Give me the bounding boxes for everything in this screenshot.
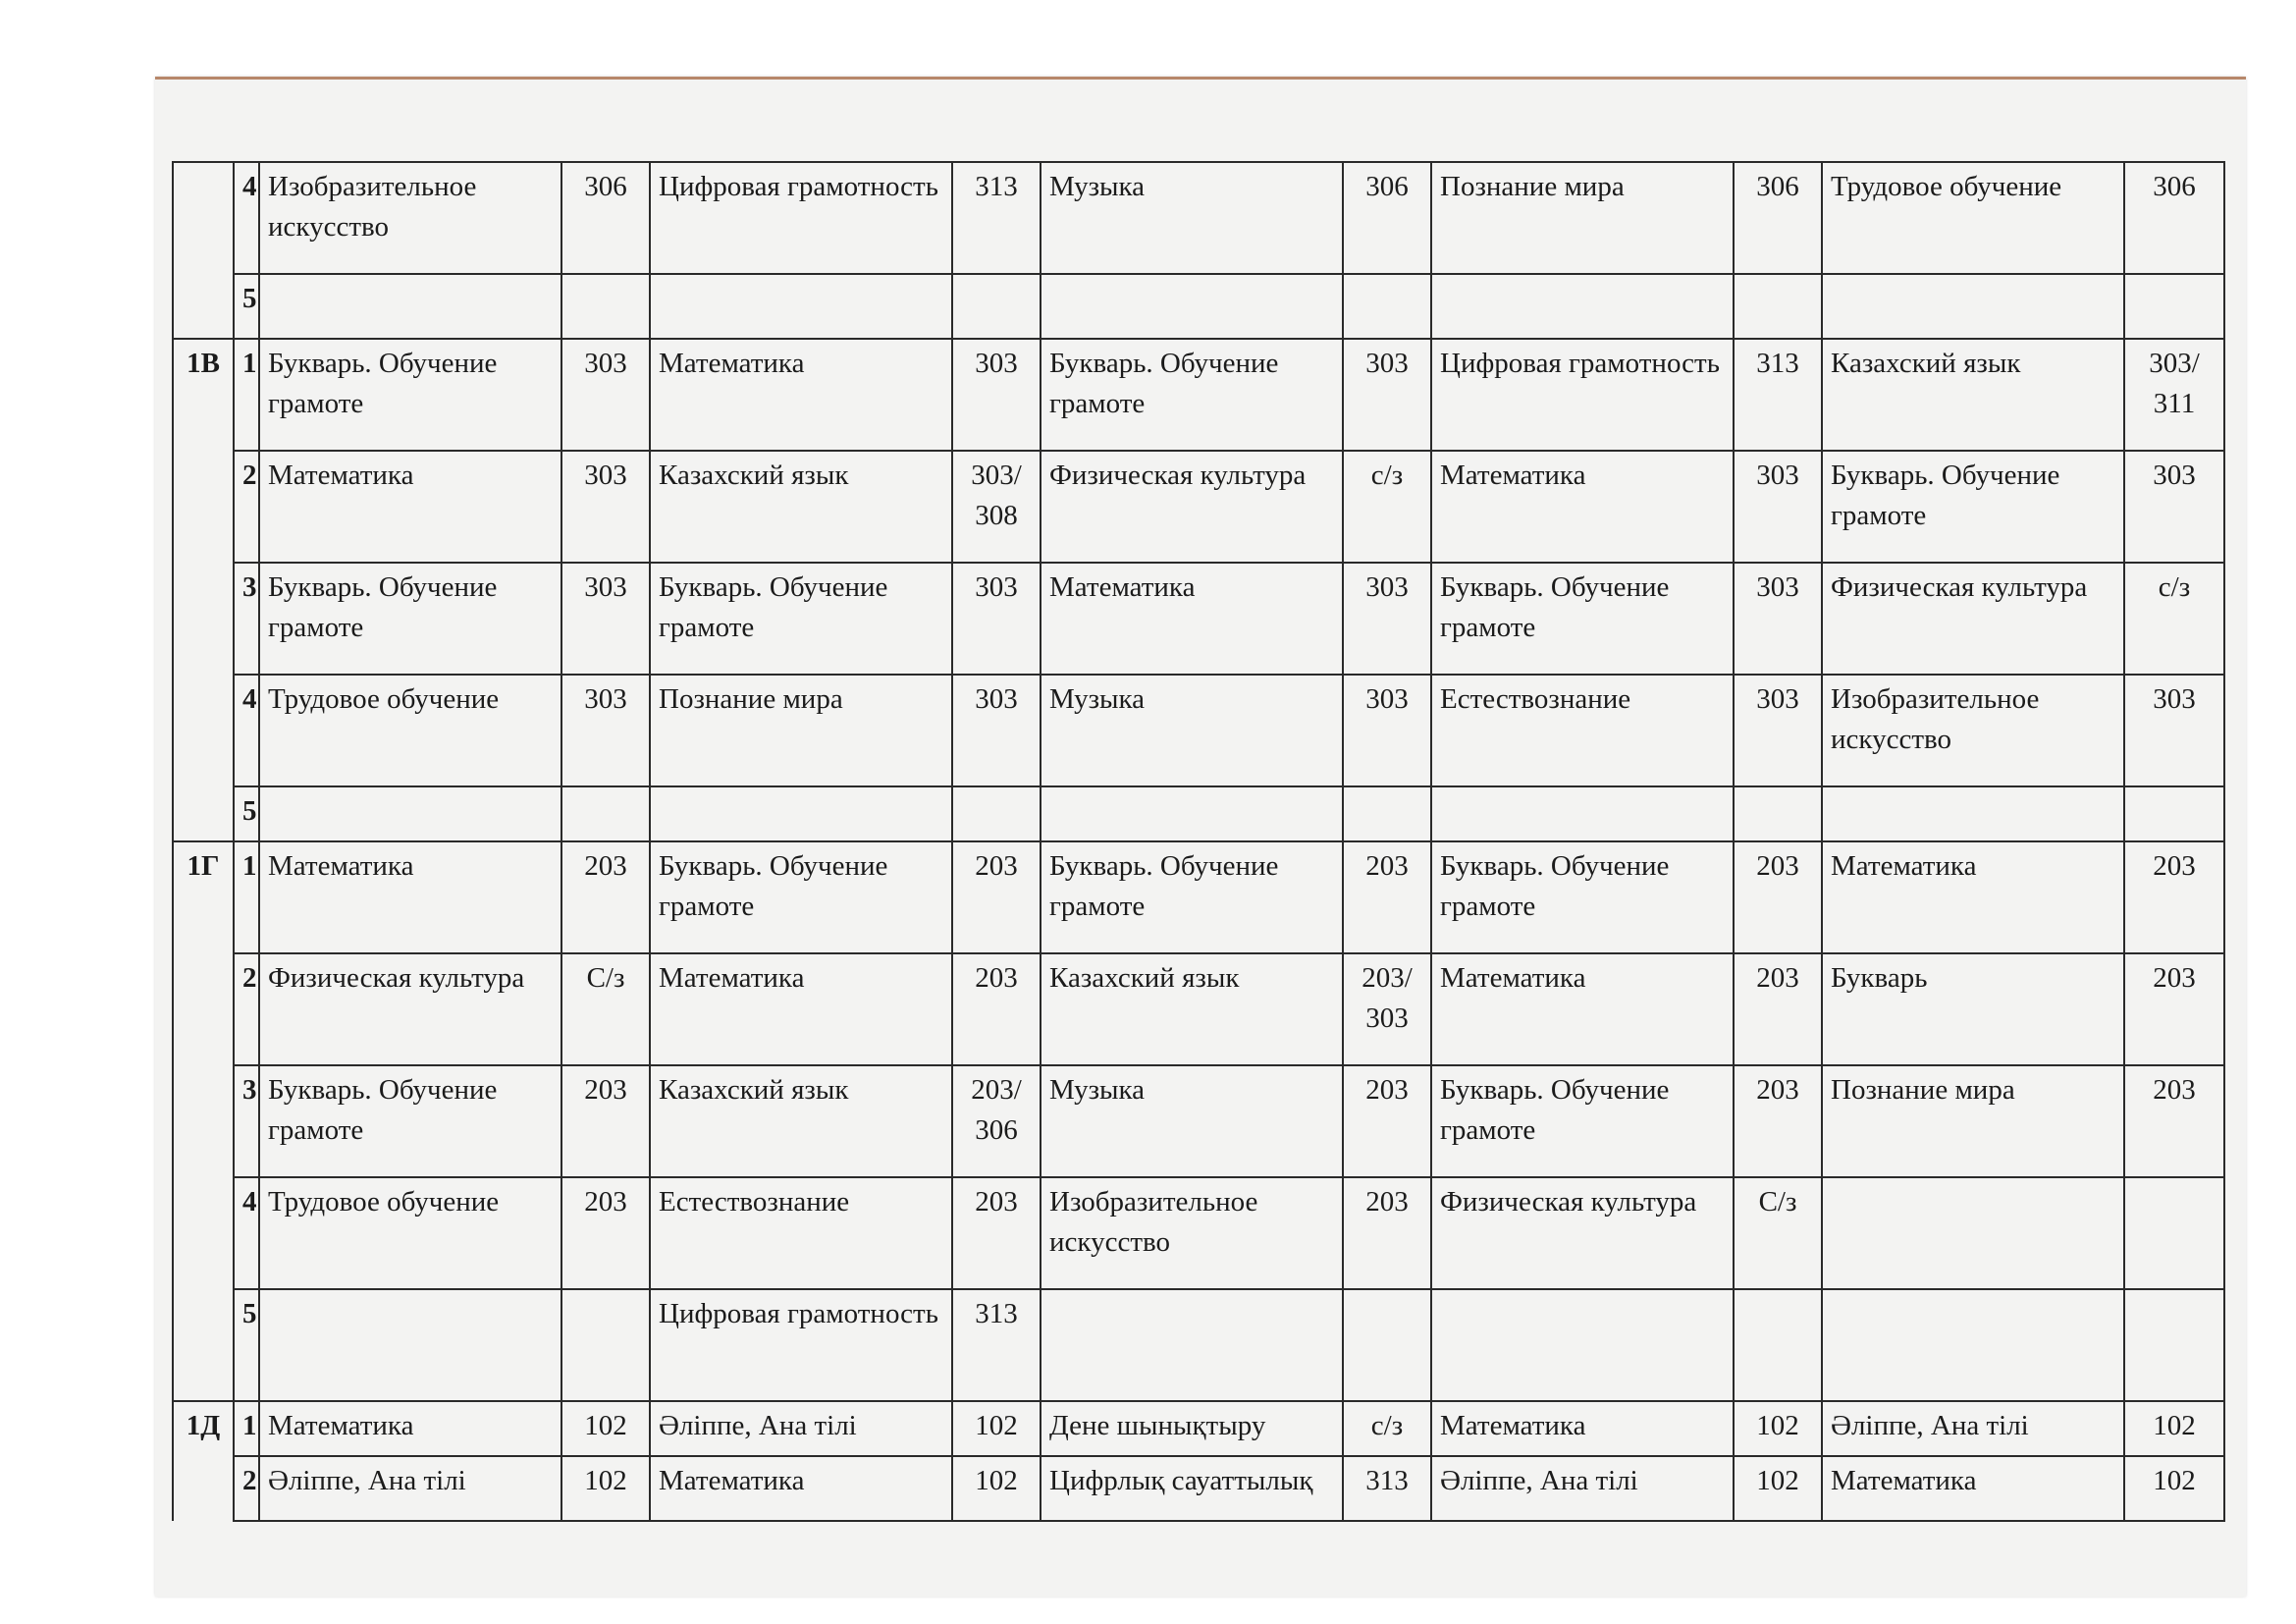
room-cell <box>2124 1177 2224 1289</box>
room-cell <box>561 1289 650 1401</box>
subject-cell <box>259 786 561 841</box>
subject-cell: Математика <box>1431 1401 1734 1456</box>
room-cell: 102 <box>2124 1456 2224 1521</box>
subject-cell <box>1822 1177 2124 1289</box>
table-row <box>173 162 2224 274</box>
room-cell: 203 <box>1734 1065 1822 1177</box>
room-cell: 306 <box>1734 162 1822 274</box>
room-cell: с/з <box>1343 1401 1431 1456</box>
table-row <box>173 563 2224 675</box>
room-cell: 303 <box>561 339 650 451</box>
room-cell: 313 <box>1343 1456 1431 1521</box>
room-cell: С/з <box>1734 1177 1822 1289</box>
subject-cell: Трудовое обучение <box>259 1177 561 1289</box>
subject-cell: Естествознание <box>1431 675 1734 786</box>
room-cell: 303 <box>561 675 650 786</box>
subject-cell: Букварь. Обучение грамоте <box>259 339 561 451</box>
room-cell: 303 <box>561 451 650 563</box>
room-cell <box>1734 274 1822 339</box>
subject-cell: Математика <box>1822 841 2124 953</box>
subject-cell <box>650 274 952 339</box>
room-cell: 203 <box>561 841 650 953</box>
table-row <box>173 339 2224 451</box>
subject-cell: Казахский язык <box>1822 339 2124 451</box>
room-cell: 203 <box>1343 1065 1431 1177</box>
lesson-number: 1 <box>234 339 259 451</box>
class-label <box>173 675 234 786</box>
room-cell <box>2124 786 2224 841</box>
room-cell: 203 <box>2124 841 2224 953</box>
room-cell: 303 <box>1343 563 1431 675</box>
room-cell: 102 <box>561 1401 650 1456</box>
class-label <box>173 162 234 274</box>
subject-cell: Математика <box>650 953 952 1065</box>
subject-cell: Казахский язык <box>1041 953 1343 1065</box>
table-row <box>173 1177 2224 1289</box>
class-label: 1В <box>173 339 234 451</box>
lesson-number: 5 <box>234 1289 259 1401</box>
table-row <box>173 841 2224 953</box>
subject-cell <box>259 1289 561 1401</box>
subject-cell: Познание мира <box>650 675 952 786</box>
subject-cell: Цифровая грамотность <box>650 1289 952 1401</box>
room-cell: 303/ 311 <box>2124 339 2224 451</box>
class-label <box>173 1289 234 1401</box>
subject-cell: Цифровая грамотность <box>1431 339 1734 451</box>
table-row <box>173 953 2224 1065</box>
subject-cell: Познание мира <box>1431 162 1734 274</box>
subject-cell: Әліппе, Ана тілі <box>1822 1401 2124 1456</box>
table-row <box>173 1401 2224 1456</box>
subject-cell: Букварь. Обучение грамоте <box>1041 841 1343 953</box>
room-cell: 102 <box>1734 1401 1822 1456</box>
subject-cell: Математика <box>1822 1456 2124 1521</box>
subject-cell: Познание мира <box>1822 1065 2124 1177</box>
room-cell: 102 <box>1734 1456 1822 1521</box>
subject-cell: Букварь. Обучение грамоте <box>1041 339 1343 451</box>
class-label <box>173 1065 234 1177</box>
subject-cell: Физическая культура <box>1041 451 1343 563</box>
subject-cell: Букварь. Обучение грамоте <box>1822 451 2124 563</box>
room-cell: 203 <box>561 1177 650 1289</box>
room-cell: с/з <box>2124 563 2224 675</box>
table-row <box>173 1456 2224 1521</box>
class-label <box>173 1177 234 1289</box>
subject-cell: Букварь. Обучение грамоте <box>259 1065 561 1177</box>
subject-cell: Математика <box>259 451 561 563</box>
subject-cell: Музыка <box>1041 162 1343 274</box>
room-cell: 203 <box>952 841 1041 953</box>
room-cell <box>952 274 1041 339</box>
room-cell: 306 <box>561 162 650 274</box>
subject-cell: Букварь. Обучение грамоте <box>1431 1065 1734 1177</box>
subject-cell: Букварь. Обучение грамоте <box>1431 563 1734 675</box>
subject-cell: Әліппе, Ана тілі <box>259 1456 561 1521</box>
room-cell: 303 <box>2124 675 2224 786</box>
room-cell: 303 <box>1343 675 1431 786</box>
class-label: 1Д <box>173 1401 234 1456</box>
class-label <box>173 563 234 675</box>
room-cell <box>2124 274 2224 339</box>
subject-cell: Физическая культура <box>1431 1177 1734 1289</box>
room-cell: 203 <box>2124 953 2224 1065</box>
subject-cell: Изобразительное искусство <box>1822 675 2124 786</box>
room-cell: С/з <box>561 953 650 1065</box>
subject-cell: Математика <box>1431 451 1734 563</box>
room-cell: 303 <box>1734 451 1822 563</box>
subject-cell: Казахский язык <box>650 451 952 563</box>
subject-cell: Трудовое обучение <box>259 675 561 786</box>
subject-cell: Математика <box>259 841 561 953</box>
subject-cell <box>1041 786 1343 841</box>
lesson-number: 4 <box>234 1177 259 1289</box>
room-cell: 306 <box>1343 162 1431 274</box>
room-cell: 313 <box>952 162 1041 274</box>
subject-cell: Изобразительное искусство <box>259 162 561 274</box>
table-row <box>173 675 2224 786</box>
lesson-number: 4 <box>234 675 259 786</box>
subject-cell: Букварь. Обучение грамоте <box>650 563 952 675</box>
class-label: 1Г <box>173 841 234 953</box>
subject-cell <box>1431 786 1734 841</box>
subject-cell: Букварь <box>1822 953 2124 1065</box>
room-cell: 203 <box>1734 841 1822 953</box>
room-cell: 313 <box>952 1289 1041 1401</box>
subject-cell <box>1822 1289 2124 1401</box>
room-cell: 203 <box>1734 953 1822 1065</box>
subject-cell <box>1041 274 1343 339</box>
class-label <box>173 451 234 563</box>
room-cell: 303 <box>1734 563 1822 675</box>
lesson-number: 3 <box>234 1065 259 1177</box>
lesson-number: 1 <box>234 1401 259 1456</box>
room-cell: 303 <box>2124 451 2224 563</box>
room-cell: с/з <box>1343 451 1431 563</box>
room-cell: 303 <box>952 675 1041 786</box>
subject-cell <box>1822 274 2124 339</box>
room-cell: 102 <box>952 1401 1041 1456</box>
room-cell: 102 <box>952 1456 1041 1521</box>
table-row <box>173 451 2224 563</box>
lesson-number: 5 <box>234 274 259 339</box>
lesson-number: 2 <box>234 953 259 1065</box>
subject-cell: Естествознание <box>650 1177 952 1289</box>
subject-cell: Изобразительное искусство <box>1041 1177 1343 1289</box>
room-cell: 303/ 308 <box>952 451 1041 563</box>
class-label <box>173 953 234 1065</box>
room-cell <box>1734 1289 1822 1401</box>
subject-cell: Математика <box>1041 563 1343 675</box>
subject-cell <box>1431 1289 1734 1401</box>
room-cell <box>1343 786 1431 841</box>
room-cell: 303 <box>1343 339 1431 451</box>
room-cell: 313 <box>1734 339 1822 451</box>
lesson-number: 3 <box>234 563 259 675</box>
lesson-number: 4 <box>234 162 259 274</box>
table-row <box>173 1065 2224 1177</box>
subject-cell: Физическая культура <box>259 953 561 1065</box>
table-row <box>173 274 2224 339</box>
subject-cell: Дене шынықтыру <box>1041 1401 1343 1456</box>
room-cell: 203 <box>952 953 1041 1065</box>
room-cell: 303 <box>561 563 650 675</box>
room-cell: 303 <box>952 563 1041 675</box>
subject-cell <box>1431 274 1734 339</box>
table-row <box>173 1289 2224 1401</box>
subject-cell: Музыка <box>1041 1065 1343 1177</box>
subject-cell: Физическая культура <box>1822 563 2124 675</box>
room-cell: 203/ 303 <box>1343 953 1431 1065</box>
lesson-number: 5 <box>234 786 259 841</box>
subject-cell: Математика <box>650 1456 952 1521</box>
class-label <box>173 1456 234 1521</box>
subject-cell: Букварь. Обучение грамоте <box>259 563 561 675</box>
room-cell: 203 <box>2124 1065 2224 1177</box>
subject-cell: Математика <box>259 1401 561 1456</box>
subject-cell: Әліппе, Ана тілі <box>650 1401 952 1456</box>
room-cell: 203/ 306 <box>952 1065 1041 1177</box>
class-label <box>173 786 234 841</box>
subject-cell <box>1041 1289 1343 1401</box>
lesson-number: 2 <box>234 1456 259 1521</box>
room-cell: 203 <box>561 1065 650 1177</box>
room-cell: 203 <box>952 1177 1041 1289</box>
subject-cell: Әліппе, Ана тілі <box>1431 1456 1734 1521</box>
room-cell <box>952 786 1041 841</box>
subject-cell: Букварь. Обучение грамоте <box>650 841 952 953</box>
subject-cell: Букварь. Обучение грамоте <box>1431 841 1734 953</box>
lesson-number: 2 <box>234 451 259 563</box>
room-cell <box>561 274 650 339</box>
subject-cell: Казахский язык <box>650 1065 952 1177</box>
room-cell: 102 <box>2124 1401 2224 1456</box>
subject-cell: Цифрлық сауаттылық <box>1041 1456 1343 1521</box>
subject-cell: Математика <box>650 339 952 451</box>
room-cell <box>2124 1289 2224 1401</box>
room-cell <box>1343 1289 1431 1401</box>
room-cell: 303 <box>952 339 1041 451</box>
room-cell: 203 <box>1343 841 1431 953</box>
room-cell: 203 <box>1343 1177 1431 1289</box>
subject-cell <box>1822 786 2124 841</box>
subject-cell: Трудовое обучение <box>1822 162 2124 274</box>
class-label <box>173 274 234 339</box>
table-row <box>173 786 2224 841</box>
subject-cell <box>650 786 952 841</box>
room-cell: 102 <box>561 1456 650 1521</box>
lesson-number: 1 <box>234 841 259 953</box>
subject-cell: Математика <box>1431 953 1734 1065</box>
subject-cell: Музыка <box>1041 675 1343 786</box>
room-cell <box>561 786 650 841</box>
room-cell: 306 <box>2124 162 2224 274</box>
room-cell: 303 <box>1734 675 1822 786</box>
subject-cell: Цифровая грамотность <box>650 162 952 274</box>
room-cell <box>1343 274 1431 339</box>
schedule-table <box>172 161 2225 1522</box>
subject-cell <box>259 274 561 339</box>
room-cell <box>1734 786 1822 841</box>
